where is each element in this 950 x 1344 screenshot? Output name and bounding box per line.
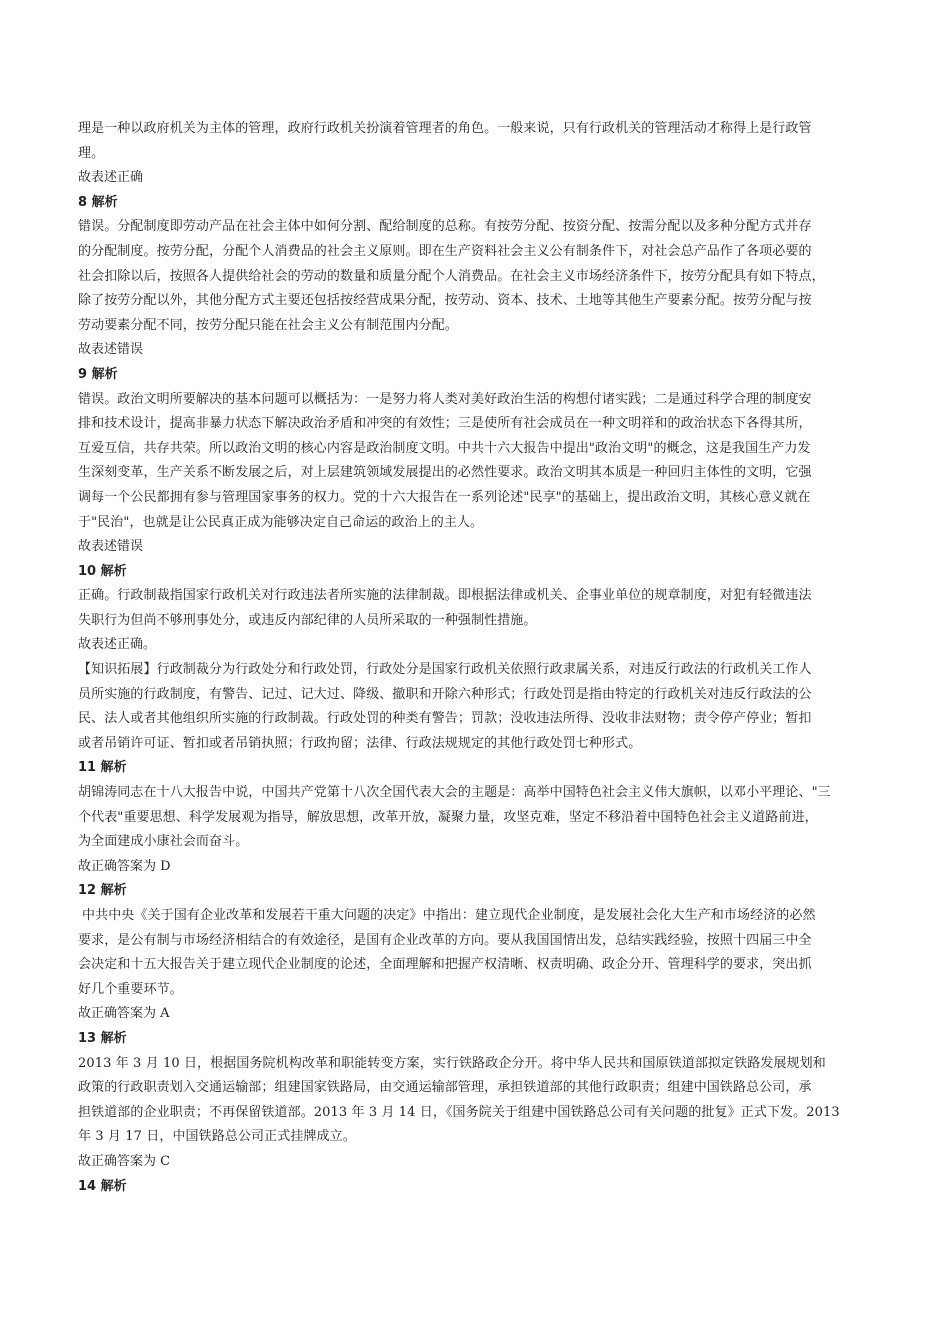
text-line: 政策的行政职责划入交通运输部；组建国家铁路局，由交通运输部管理，承担铁道部的其他行政职责；组建中国铁路总公司，承 (78, 1080, 812, 1096)
text-line: 年 3 月 17 日，中国铁路总公司正式挂牌成立。 (78, 1129, 356, 1145)
conclusion-line: 故表述错误 (78, 539, 144, 555)
text-line: 排和技术设计，提高非暴力状态下解决政治矛盾和冲突的有效性；三是使所有社会成员在一种文明祥和的政治状态下各得其所， (78, 416, 812, 432)
text-line: 理。 (78, 145, 105, 161)
explanation-9 (78, 388, 884, 536)
explanation-8 (78, 215, 884, 338)
text-line: 好几个重要环节。 (78, 981, 183, 997)
text-line: 社会扣除以后，按照各人提供给社会的劳动的数量和质量分配个人消费品。在社会主义市场经济条件下，按劳分配具有如下特点， (78, 268, 825, 284)
text-line: 中共中央《关于国有企业改革和发展若干重大问题的决定》中指出：建立现代企业制度，是发展社会化大生产和市场经济的必然 (82, 908, 816, 923)
text-line: 胡锦涛同志在十八大报告中说，中国共产党第十八次全国代表大会的主题是：高举中国特色社会主义伟大旗帜，以邓小平理论、"三 (78, 785, 831, 801)
section-heading-14: 14 解析 (78, 1178, 127, 1194)
text-line: 的分配制度。按劳分配，分配个人消费品的社会主义原则。即在生产资料社会主义公有制条件下，对社会总产品作了各项必要的 (78, 243, 812, 259)
text-line: 互爱互信，共存共荣。所以政治文明的核心内容是政治制度文明。中共十六大报告中提出"政治文明"的概念，这是我国生产力发 (78, 440, 811, 456)
answer-line: 故正确答案为 A (78, 1006, 170, 1022)
explanation-11 (78, 781, 884, 855)
section-heading-13: 13 解析 (78, 1030, 127, 1046)
text-line: 2013 年 3 月 10 日，根据国务院机构改革和职能转变方案，实行铁路政企分开。将中华人民共和国原铁道部拟定铁路发展规划和 (78, 1055, 826, 1071)
text-line: 担铁道部的企业职责；不再保留铁道部。2013 年 3 月 14 日，《国务院关于组建中国铁路总公司有关问题的批复》正式下发。2013 (78, 1104, 840, 1120)
explanation-13 (78, 1052, 884, 1150)
conclusion-line: 故表述正确。 (78, 637, 157, 653)
text-line: 会决定和十五大报告关于建立现代企业制度的论述，全面理解和把握产权清晰、权责明确、政企分开、管理科学的要求，突出抓 (78, 957, 812, 973)
section-heading-9: 9 解析 (78, 366, 118, 382)
text-line: 为全面建成小康社会而奋斗。 (78, 834, 249, 850)
text-line: 调每一个公民都拥有参与管理国家事务的权力。党的十六大报告在一系列论述"民享"的基础上，提出政治文明，其核心意义就在 (78, 489, 811, 505)
text-line: 个代表"重要思想、科学发展观为指导，解放思想，改革开放，凝聚力量，攻坚克难，坚定不移沿着中国特色社会主义道路前进， (78, 809, 818, 825)
conclusion-line: 故表述正确 (78, 170, 144, 186)
explanation-10 (78, 584, 884, 633)
text-line: 错误。分配制度即劳动产品在社会主体中如何分割、配给制度的总称。有按劳分配、按资分配、按需分配以及多种分配方式并存 (78, 219, 812, 235)
section-heading-11: 11 解析 (78, 760, 127, 776)
text-line: 于"民治"，也就是让公民真正成为能够决定自己命运的政治上的主人。 (78, 514, 484, 530)
knowledge-extension (78, 658, 884, 756)
answer-line: 故正确答案为 C (78, 1153, 171, 1169)
conclusion-line: 故表述错误 (78, 342, 144, 358)
text-line: 失职行为但尚不够刑事处分，或违反内部纪律的人员所采取的一种强制性措施。 (78, 612, 537, 628)
text-line: 民、法人或者其他组织所实施的行政制裁。行政处罚的种类有警告；罚款；没收违法所得、没收非法财物；责令停产停业；暂扣 (78, 711, 812, 727)
text-line: 生深刻变革，生产关系不断发展之后，对上层建筑领域发展提出的必然性要求。政治文明其本质是一种回归主体性的文明，它强 (78, 465, 812, 481)
answer-line: 故正确答案为 D (78, 858, 171, 874)
text-line: 要求，是公有制与市场经济相结合的有效途径，是国有企业改革的方向。要从我国国情出发，总结实践经验，按照十四届三中全 (78, 932, 812, 948)
text-line: 错误。政治文明所要解决的基本问题可以概括为：一是努力将人类对美好政治生活的构想付诸实践；二是通过科学合理的制度安 (78, 391, 812, 407)
explanation-12 (78, 904, 884, 1002)
text-line: 理是一种以政府机关为主体的管理，政府行政机关扮演着管理者的角色。一般来说，只有行政机关的管理活动才称得上是行政管 (78, 121, 812, 136)
text-line: 劳动要素分配不同，按劳分配只能在社会主义公有制范围内分配。 (78, 317, 458, 333)
text-line: 正确。行政制裁指国家行政机关对行政违法者所实施的法律制裁。即根据法律或机关、企事业单位的规章制度，对犯有轻微违法 (78, 588, 812, 604)
section-heading-10: 10 解析 (78, 563, 127, 579)
text-line: 除了按劳分配以外，其他分配方式主要还包括按经营成果分配，按劳动、资本、技术、土地等其他生产要素分配。按劳分配与按 (78, 293, 812, 309)
text-line: 或者吊销许可证、暂扣或者吊销执照；行政拘留；法律、行政法规规定的其他行政处罚七种形式。 (78, 735, 642, 751)
section-heading-12: 12 解析 (78, 883, 127, 899)
text-line: 员所实施的行政制度，有警告、记过、记大过、降级、撤职和开除六种形式；行政处罚是指由特定的行政机关对违反行政法的公 (78, 686, 812, 702)
section-heading-8: 8 解析 (78, 194, 118, 210)
text-line: 【知识拓展】行政制裁分为行政处分和行政处罚，行政处分是国家行政机关依照行政隶属关系，对违反行政法的行政机关工作人 (78, 662, 812, 678)
answer-document (78, 117, 884, 1199)
text-block (78, 117, 884, 166)
